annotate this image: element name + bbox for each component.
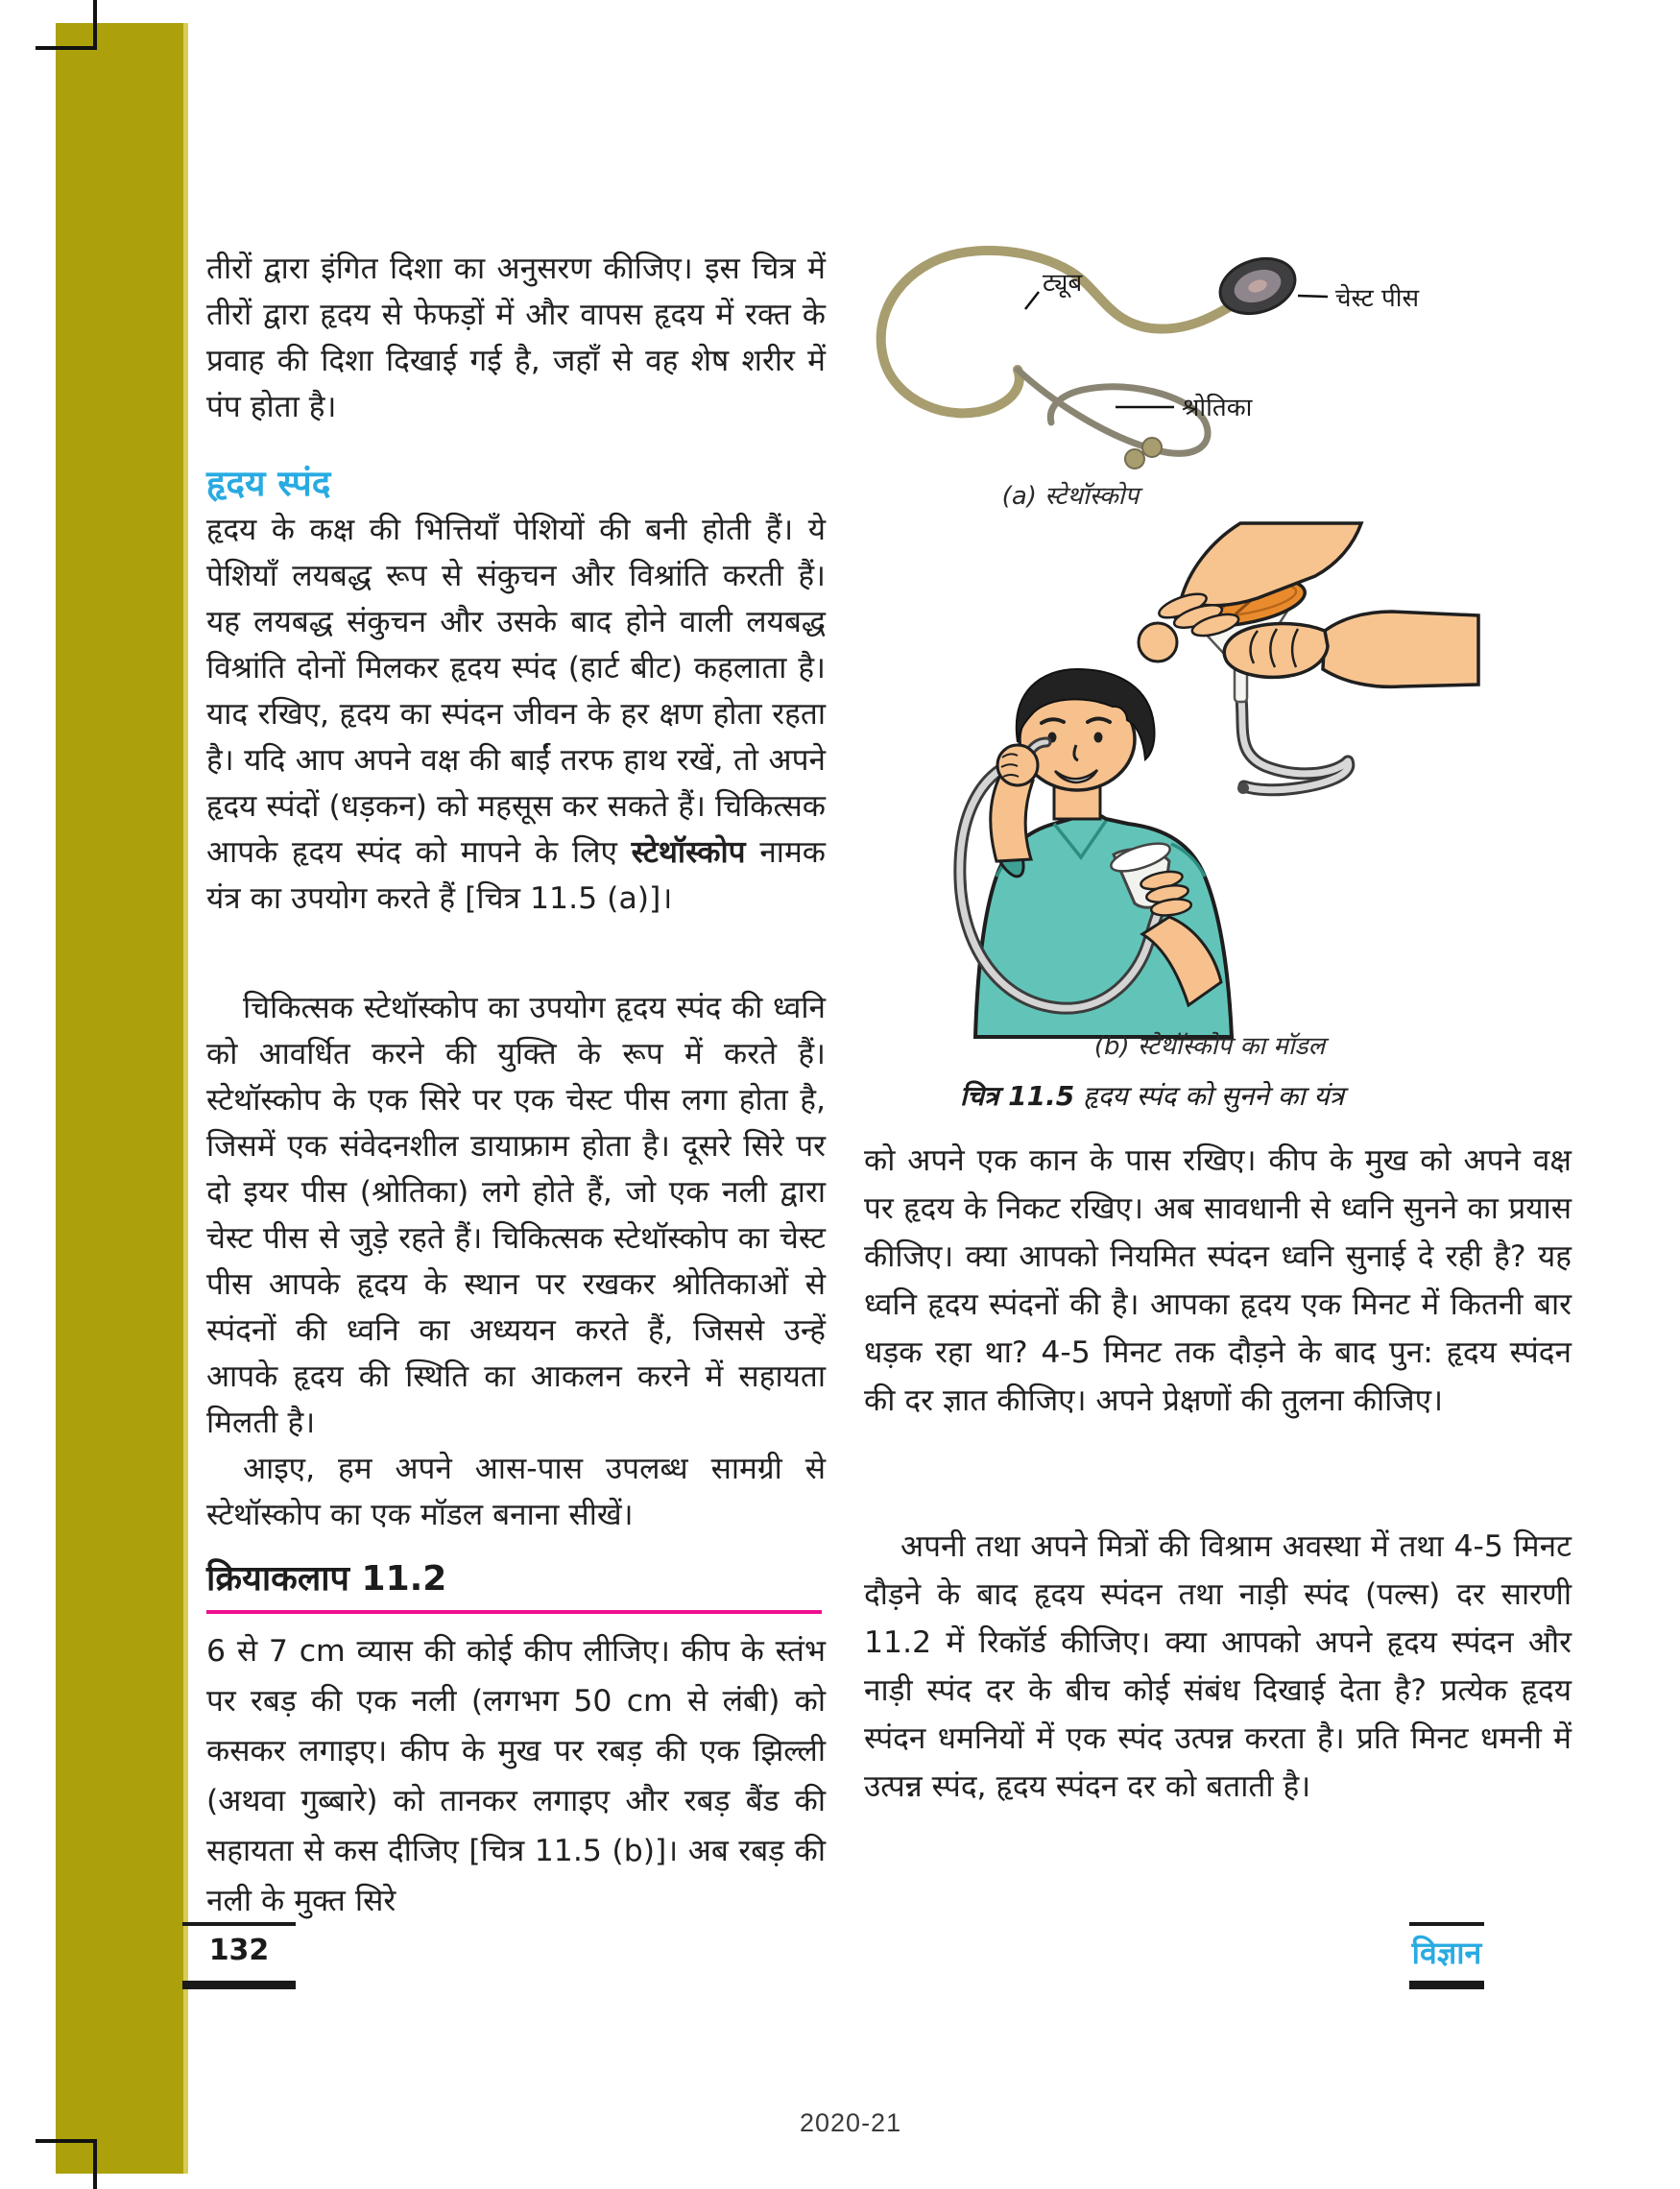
heading-heartbeat: हृदय स्पंद <box>206 463 331 504</box>
subject-rule-top <box>1409 1922 1484 1926</box>
activity-11-2-heading: क्रियाकलाप 11.2 <box>206 1553 822 1614</box>
earpiece-label: श्रोतिका <box>1182 394 1253 422</box>
tube-label-line <box>1025 292 1039 309</box>
crop-mark-bottom-vertical <box>93 2139 97 2189</box>
year-mark: 2020-21 <box>800 2108 902 2137</box>
stethoscope-bold-term: स्टेथॉस्कोप <box>631 835 746 870</box>
activity-11-2-text: 6 से 7 cm व्यास की कोई कीप लीजिए। कीप के स्तंभ पर रबड़ की एक नली (लगभग 50 cm से लंबी) को कसकर लगाइए। कीप के मुख पर रबड़ की एक झिल्ली (अथवा गुब्बारे) को तानकर लगाइए और रबड़ बैंड की सहायता से कस दीजिए [चित्र 11.5 (b)]। अब रबड़ की नली के मुक्त सिरे <box>206 1634 826 1918</box>
paragraph-heartbeat-text-end: नामक यंत्र का उपयोग करते हैं [चित्र 11.5 (a)]। <box>206 835 826 916</box>
page-number: 132 <box>208 1934 270 1967</box>
paragraph-listen-heartbeat: को अपने एक कान के पास रखिए। कीप के मुख को अपने वक्ष पर हृदय के निकट रखिए। अब सावधानी से ध्वनि सुनने का प्रयास कीजिए। क्या आपको नियमित स्पंदन ध्वनि सुनाई दे रही है? यह ध्वनि हृदय स्पंदनों की है। आपका हृदय एक मिनट में कितनी बार धड़क रहा था? 4-5 मिनट तक दौड़ने के बाद पुन: हृदय स्पंदन की दर ज्ञात कीजिए। अपने प्रेक्षणों की तुलना कीजिए। <box>864 1143 1572 1418</box>
paragraph-blood-flow: तीरों द्वारा इंगित दिशा का अनुसरण कीजिए। इस चित्र में तीरों द्वारा हृदय से फेफड़ों में और वापस हृदय में रक्त के प्रवाह की दिशा दिखाई गई है, जहाँ से वह शेष शरीर में पंप होता है। <box>206 252 826 424</box>
figure-11-5-number: चित्र 11.5 <box>959 1080 1075 1112</box>
figure-b-model-illustration <box>941 523 1478 1046</box>
subject-rule-bottom <box>1409 1981 1484 1989</box>
page-number-rule-top <box>182 1922 296 1926</box>
stethoscope-binaural-path <box>1018 370 1208 453</box>
earpiece-knob-2 <box>1125 449 1144 469</box>
page-number-rule-bottom <box>182 1981 296 1989</box>
chest-piece-label: चेस्ट पीस <box>1335 284 1420 313</box>
paragraph-record-pulse: अपनी तथा अपने मित्रों की विश्राम अवस्था में तथा 4-5 मिनट दौड़ने के बाद हृदय स्पंदन तथा नाड़ी स्पंद (पल्स) दर सारणी 11.2 में रिकॉर्ड कीजिए। क्या आपको अपने हृदय स्पंदन और नाड़ी स्पंद दर के बीच कोई संबंध दिखाई देता है? प्रत्येक हृदय स्पंदन धमनियों में एक स्पंद उत्पन्न करता है। प्रति मिनट धमनी में उत्पन्न स्पंद, हृदय स्पंदन दर को बताती है। <box>864 1529 1572 1804</box>
figure-11-5-caption <box>854 1077 1450 1114</box>
paragraph-doctor-stethoscope: चिकित्सक स्टेथॉस्कोप का उपयोग हृदय स्पंद की ध्वनि को आवर्धित करने की युक्ति के रूप में करते हैं। स्टेथॉस्कोप के एक सिरे पर एक चेस्ट पीस लगा होता है, जिसमें एक संवेदनशील डायाफ्राम होता है। दूसरे सिरे पर दो इयर पीस (श्रोतिका) लगे होते हैं, जो एक नली द्वारा चेस्ट पीस से जुड़े रहते हैं। चिकित्सक स्टेथॉस्कोप का चेस्ट पीस आपके हृदय के स्थान पर रखकर श्रोतिकाओं से स्पंदनों की ध्वनि का अध्ययन करते हैं, जिससे उन्हें आपके हृदय की स्थिति का आकलन करने में सहायता मिलती है। <box>206 991 826 1440</box>
crop-mark-top-horizontal <box>36 46 97 50</box>
figure-b-caption: (b) स्टेथॉस्कोप का मॉडल <box>1093 1032 1326 1061</box>
paragraph-heartbeat-text: हृदय के कक्ष की भित्तियाँ पेशियों की बनी होती हैं। ये पेशियाँ लयबद्ध रूप से संकुचन और विश्रांति करती हैं। यह लयबद्ध संकुचन और उसके बाद होने वाली लयबद्ध विश्रांति दोनों मिलकर हृदय स्पंद (हार्ट बीट) कहलाता है। याद रखिए, हृदय का स्पंदन जीवन के हर क्षण होता रहता है। यदि आप अपने वक्ष की बाईं तरफ हाथ रखें, तो अपने हृदय स्पंदों (धड़कन) को महसूस कर सकते हैं। चिकित्सक आपके हृदय स्पंद को मापने के लिए <box>206 513 826 870</box>
subject-label: विज्ञान <box>1411 1935 1482 1971</box>
page-margin-bar <box>56 23 188 2174</box>
tube-label: ट्यूब <box>1043 269 1083 298</box>
crop-mark-bottom-horizontal <box>36 2139 97 2143</box>
paragraph-heartbeat <box>206 507 826 922</box>
model-funnel-tube <box>1237 698 1349 794</box>
figure-a-caption: (a) स्टेथॉस्कोप <box>1001 482 1140 511</box>
earpiece-knob-1 <box>1142 438 1162 457</box>
chest-piece-label-line <box>1298 296 1328 297</box>
paragraph-model-intro: आइए, हम अपने आस-पास उपलब्ध सामग्री से स्टेथॉस्कोप का एक मॉडल बनाना सीखें। <box>206 1452 826 1532</box>
figure-11-5-caption-text: हृदय स्पंद को सुनने का यंत्र <box>1074 1080 1345 1112</box>
crop-mark-top-vertical <box>93 0 97 50</box>
